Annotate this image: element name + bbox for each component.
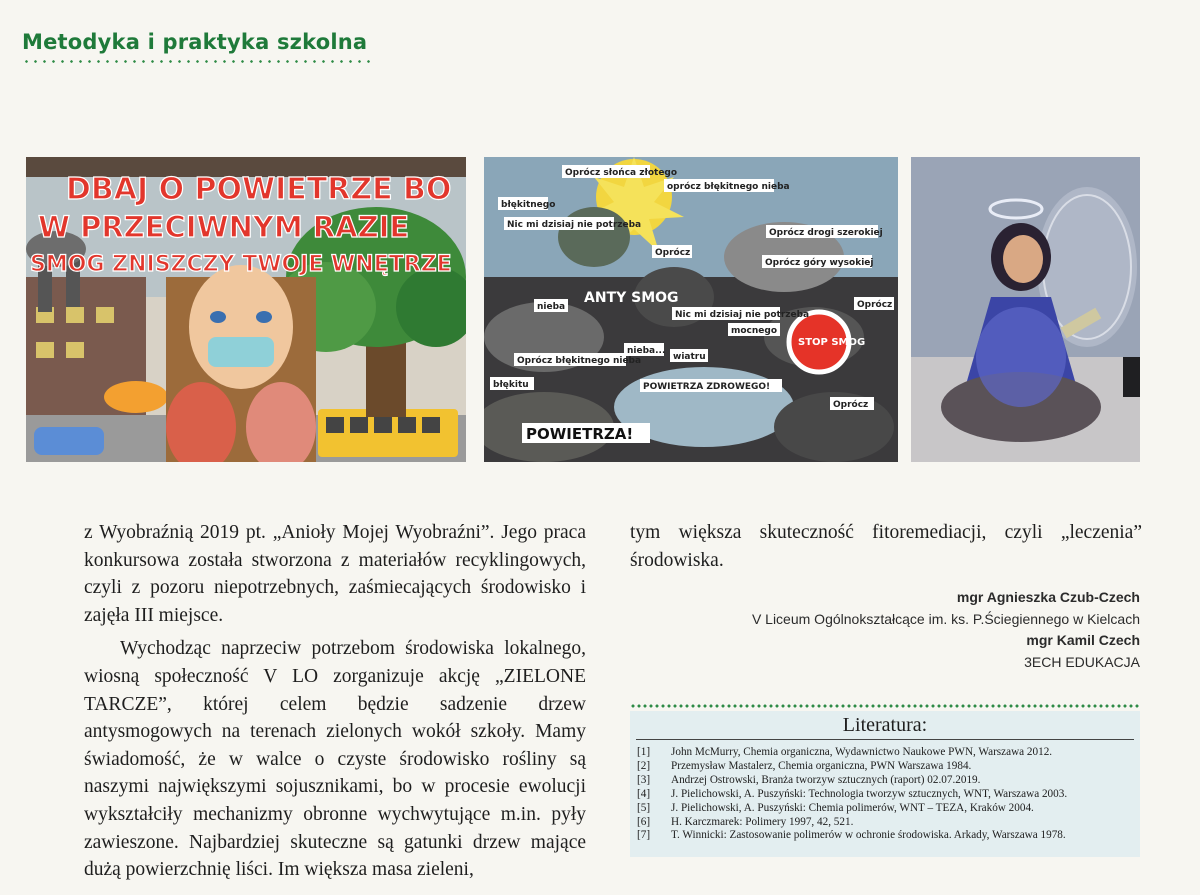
literature-text: Andrzej Ostrowski, Branża tworzyw sztucznych (raport) 02.07.2019. (671, 773, 981, 786)
collage-label: błękitnego (501, 200, 556, 210)
paragraph: Wychodząc naprzeciw potrzebom środowiska lokalnego, wiosną społeczność V LO zorganizuje akcję „ZIELONE TARCZE”, której celem będzie sadzenie drzew antysmogowych na terenach zielonych wokół szkoły. Mamy świadomość, że w walce o czyste środowisko rośliny są naszymi największymi sojusznikami, bo w procesie ewolucji wykształciły mechanizmy obronne wychwytujące m.in. pyły zawieszone. Najbardziej skuteczne są gatunki drzew mające dużą powierzchnię liści. Im większa masa zieleni, (84, 638, 586, 881)
collage-label: nieba... (627, 346, 666, 356)
literature-number: [5] (637, 801, 651, 814)
photo-anti-smog-poster (26, 157, 466, 462)
literature-divider (636, 739, 1134, 740)
literature-list (630, 746, 1140, 843)
poster-line-2: W PRZECIWNYM RAZIE (38, 210, 410, 244)
collage-label: nieba (537, 302, 566, 312)
collage-label: Nic mi dzisiaj nie potrzeba (507, 220, 642, 230)
collage-label: Oprócz (857, 300, 893, 310)
section-title: Metodyka i praktyka szkolna (22, 30, 368, 54)
literature-number: [4] (637, 787, 651, 800)
literature-number: [2] (637, 759, 651, 772)
collage-label: Oprócz (833, 400, 869, 410)
article-left-column (84, 519, 586, 884)
authors-block (752, 587, 1140, 673)
poster-line-3: SMOG ZNISZCZY TWOJE WNĘTRZE (30, 252, 452, 277)
paragraph: z Wyobraźnią 2019 pt. „Anioły Mojej Wyobraźni”. Jego praca konkursowa została stworzona z materiałów recyklingowych, czyli z pozoru niepotrzebnych, zaśmiecających środowisko i zajęła III miejsce. (84, 522, 586, 626)
poster-line-1: DBAJ O POWIETRZE BO (66, 172, 452, 207)
literature-number: [3] (637, 773, 651, 786)
author-affiliation: 3ECH EDUKACJA (1024, 653, 1140, 670)
literature-item (637, 774, 1140, 788)
collage-label: oprócz błękitnego nieba (667, 182, 790, 192)
author-name: mgr Agnieszka Czub-Czech (956, 589, 1140, 605)
collage-label: błękitu (493, 380, 529, 390)
literature-item (637, 760, 1140, 774)
poster-illustration (26, 157, 466, 462)
photo-recycled-angel (911, 157, 1140, 462)
author-affiliation: V Liceum Ogólnokształcące im. ks. P.Ściegiennego w Kielcach (751, 610, 1140, 627)
author-name: mgr Kamil Czech (1026, 632, 1140, 648)
literature-text: Przemysław Mastalerz, Chemia organiczna, PWN Warszawa 1984. (671, 759, 972, 772)
collage-label: Oprócz (655, 248, 691, 258)
paragraph: tym większa skuteczność fitoremediacji, czyli „leczenia” środowiska. (630, 522, 1142, 571)
collage-illustration (484, 157, 898, 462)
collage-label: Oprócz błękitnego nieba (517, 356, 642, 366)
literature-text: J. Pielichowski, A. Puszyński: Technologia tworzyw sztucznych, WNT, Warszawa 2003. (671, 787, 1068, 800)
literature-dotted-rule (630, 704, 1140, 708)
literature-item (637, 788, 1140, 802)
collage-label: Oprócz góry wysokiej (765, 258, 874, 268)
literature-text: H. Karczmarek: Polimery 1997, 42, 521. (671, 815, 854, 828)
collage-label: Oprócz słońca złotego (565, 168, 678, 178)
literature-item (637, 746, 1140, 760)
literature-item (637, 802, 1140, 816)
literature-item (637, 829, 1140, 843)
collage-label: Oprócz drogi szerokiej (769, 228, 883, 238)
literature-number: [7] (637, 829, 651, 842)
literature-number: [1] (637, 746, 651, 758)
title-dotted-rule (22, 60, 372, 63)
photo-anti-smog-collage (484, 157, 898, 462)
article-right-column (630, 519, 1142, 574)
collage-label: STOP SMOG (798, 337, 866, 348)
collage-label: ANTY SMOG (584, 290, 679, 306)
collage-label: POWIETRZA ZDROWEGO! (643, 382, 771, 392)
literature-box (630, 711, 1140, 857)
literature-text: J. Pielichowski, A. Puszyński: Chemia polimerów, WNT – TEZA, Kraków 2004. (671, 801, 1034, 814)
collage-label: wiatru (673, 352, 706, 362)
literature-item (637, 816, 1140, 830)
literature-title: Literatura: (842, 714, 928, 736)
angel-illustration (911, 157, 1140, 462)
collage-label: Nic mi dzisiaj nie potrzeba (675, 310, 810, 320)
literature-number: [6] (637, 815, 651, 828)
literature-text: John McMurry, Chemia organiczna, Wydawnictwo Naukowe PWN, Warszawa 2012. (671, 746, 1053, 758)
collage-label: POWIETRZA! (526, 425, 634, 443)
collage-label: mocnego (731, 326, 778, 336)
literature-text: T. Winnicki: Zastosowanie polimerów w ochronie środowiska. Arkady, Warszawa 1978. (671, 829, 1066, 842)
